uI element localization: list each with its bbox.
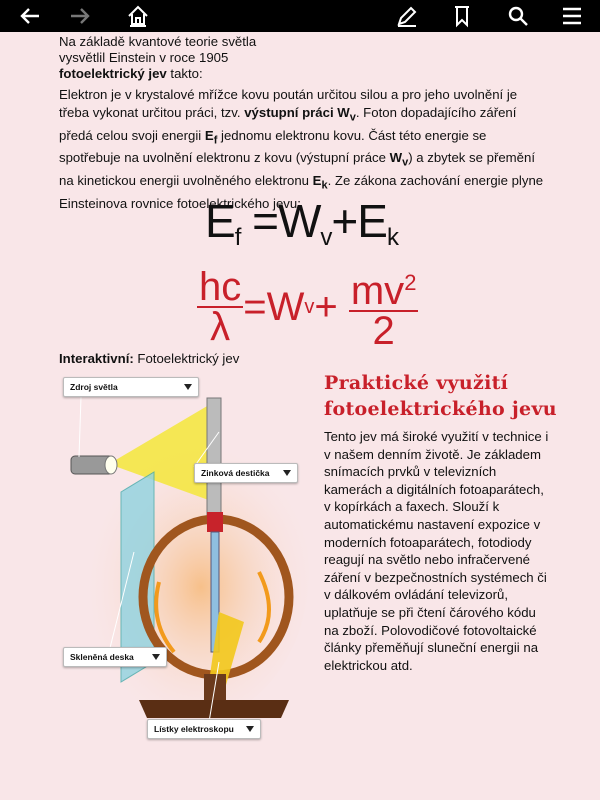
intro-text: Na základě kvantové teorie světla vysvětlil Einstein v roce 1905 fotoelektrický jev takto: (59, 34, 257, 81)
menu-icon (560, 4, 584, 28)
home-icon (126, 4, 150, 28)
search-icon (506, 4, 530, 28)
section-heading: Praktické využití fotoelektrického jevu (324, 372, 557, 420)
pencil-icon (395, 4, 419, 28)
home-button[interactable] (123, 2, 153, 30)
chevron-down-icon (152, 654, 160, 660)
einstein-equation: $E_f =W_v+E_k$ (205, 195, 398, 251)
applications-paragraph: Tento jev má široké využití v technice i v našem denním životě. Je základem snímacích prvků v televizních kamerách a digitálních fotoaparátech, v kopírkách a faxech. Slouží k automatickému nastavení expozice v moderních fotoaparátech, fotodiody reagují na světlo nebo infračervené záření v bezpečnostních systémech či v dálkovém ovládání televizorů, uplatňuje se při čtení čárového kódu na zboží. Polovodičové fotovoltaické články přeměňují sluneční energii na elektrickou atd. (324, 429, 549, 673)
dropdown-glass-plate[interactable]: Skleněná deska (63, 647, 167, 667)
chevron-down-icon (283, 470, 291, 476)
electroscope-diagram (59, 372, 309, 752)
back-arrow-icon (18, 4, 42, 28)
dropdown-zinc-plate[interactable]: Zinková destička (194, 463, 298, 483)
forward-arrow-icon (68, 4, 92, 28)
forward-button[interactable] (65, 2, 95, 30)
dropdown-light-source[interactable]: Zdroj světla (63, 377, 199, 397)
explanation-paragraph: Elektron je v krystalové mřížce kovu poután určitou silou a pro jeho uvolnění je třeba vykonat určitou práci, tzv. výstupní práci $W_v$. Foton dopadajícího záření předá celou svoji energii $E_f$ jednomu elektronu kovu. Část této energie se spotřebuje na uvolnění elektronu z kovu (výstupní práce $W_v$) a zbytek se přemění na kinetickou energii uvolněného elektronu $E_k$. Ze zákona zachování energie plyne Einsteinova rovnice fotoelektrického jevu: (59, 87, 544, 211)
bookmark-icon (450, 4, 474, 28)
bookmark-button[interactable] (447, 2, 477, 30)
menu-button[interactable] (557, 2, 587, 30)
interactive-caption: Interaktivní: Fotoelektrický jev (59, 351, 240, 366)
toolbar (0, 0, 600, 32)
expanded-equation: $\frac{hc}{\lambda}$ =W v + $\frac{mv^2}{2}$ (199, 265, 417, 353)
dropdown-electroscope-leaves[interactable]: Lístky elektroskopu (147, 719, 261, 739)
chevron-down-icon (246, 726, 254, 732)
back-button[interactable] (15, 2, 45, 30)
annotate-button[interactable] (392, 2, 422, 30)
photoelectric-illustration[interactable] (59, 372, 309, 752)
chevron-down-icon (184, 384, 192, 390)
search-button[interactable] (503, 2, 533, 30)
